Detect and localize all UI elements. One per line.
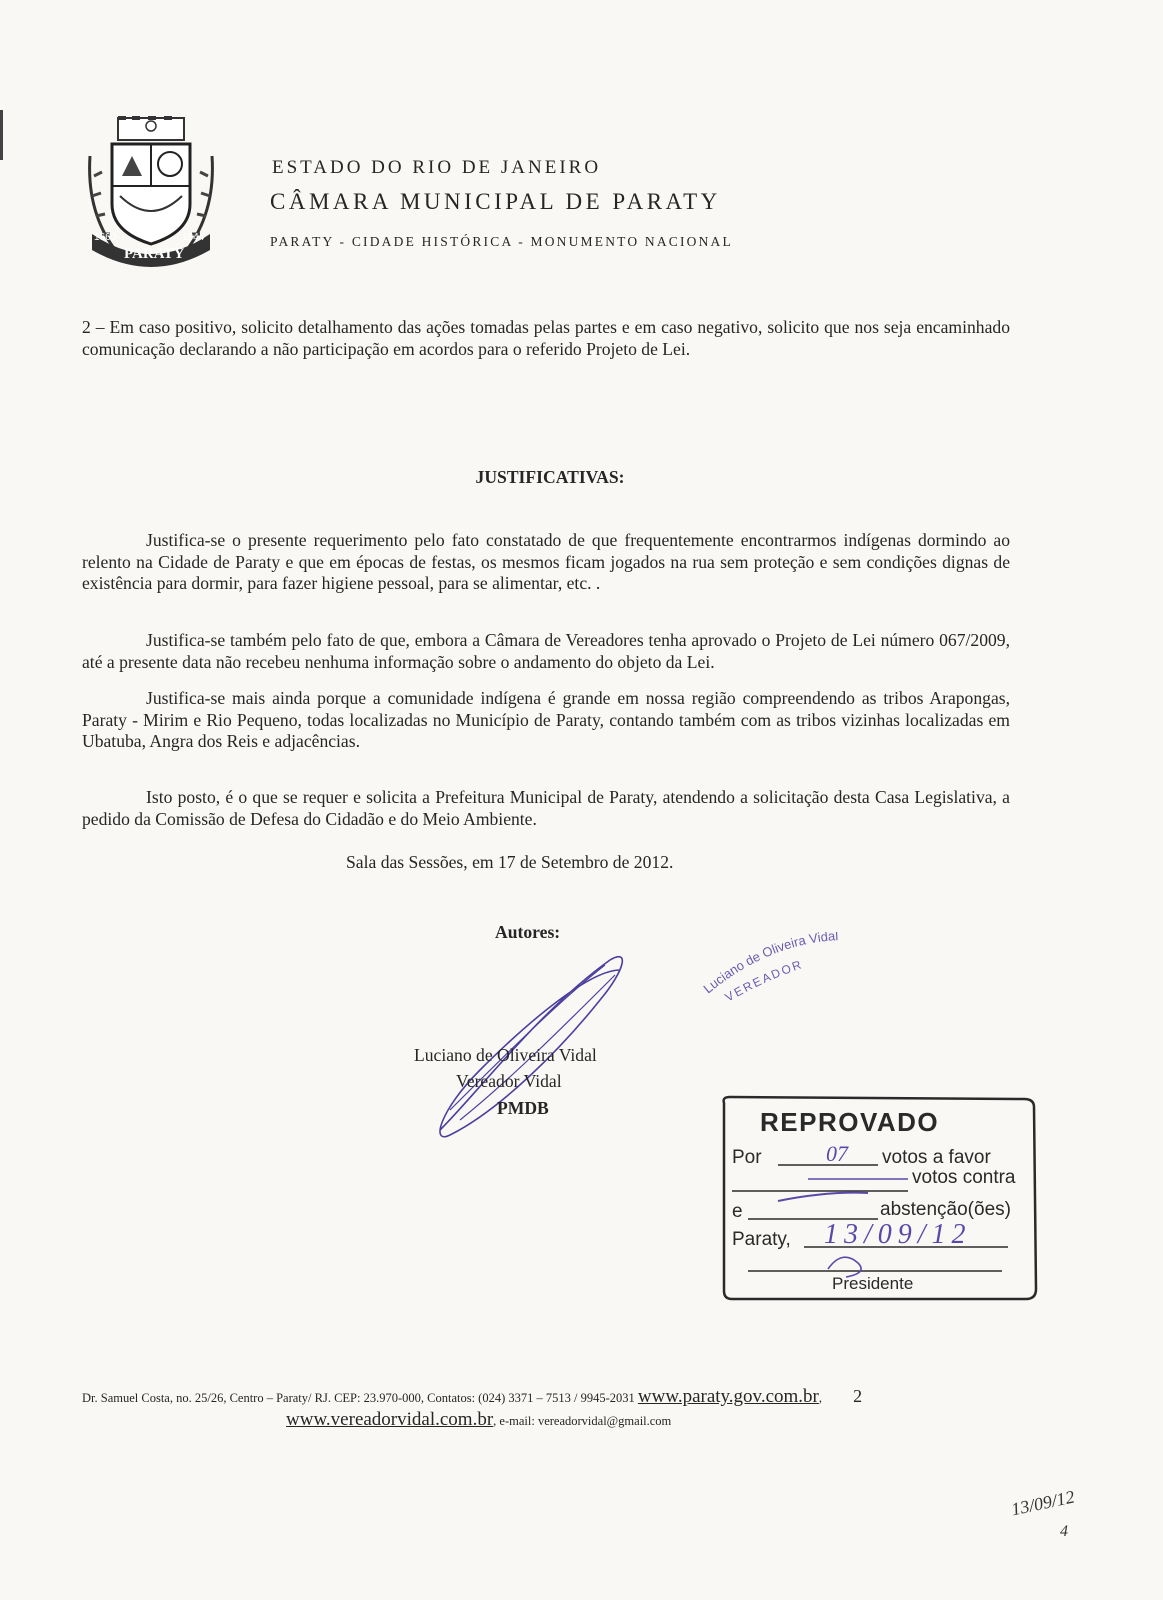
signer-role: Vereador Vidal: [456, 1071, 562, 1091]
votes-for-value: 07: [826, 1141, 848, 1166]
header-chamber: CÂMARA MUNICIPAL DE PARATY: [270, 189, 721, 214]
handwritten-note-date: 13/09/12: [1009, 1486, 1077, 1520]
signer-name: Luciano de Oliveira Vidal: [414, 1045, 597, 1065]
paraty-label: Paraty,: [732, 1229, 791, 1250]
page-number: 2: [853, 1386, 863, 1406]
item-2-paragraph: 2 – Em caso positivo, solicito detalhamento das ações tomadas pelas partes e em caso negativo, solicito que nos seja encaminhado comunicação declarando a não participação em acordos para o referido Projeto de Lei.: [82, 317, 1010, 359]
svg-text:Luciano de Oliveira Vidal: [700, 932, 838, 996]
justification-paragraph-2: Justifica-se também pelo fato de que, embora a Câmara de Vereadores tenha aprovado o Projeto de Lei número 067/2009, até a presente data não recebeu nenhuma informação sobre o andamento do objeto da Lei.: [82, 630, 1010, 672]
crest-banner-text: PARATY: [124, 246, 185, 262]
footer-email[interactable]: e-mail: vereadorvidal@gmail.com: [499, 1414, 672, 1428]
footer-address: Dr. Samuel Costa, no. 25/26, Centro – Paraty/ RJ. CEP: 23.970-000, Contatos: (024) 3371 – 7513 / 9945-2031: [82, 1391, 635, 1405]
municipal-crest-icon: [82, 116, 220, 274]
footer-line-1: Dr. Samuel Costa, no. 25/26, Centro – Paraty/ RJ. CEP: 23.970-000, Contatos: (024) 3371 – 7513 / 9945-2031 www.paraty.gov.com.br, 2: [82, 1386, 863, 1407]
justification-paragraph-4: Isto posto, é o que se requer e solicita a Prefeitura Municipal de Paraty, atendendo a solicitação desta Casa Legislativa, a pedido da Comissão de Defesa do Cidadão e do Meio Ambiente.: [82, 787, 1010, 829]
session-date: Sala das Sessões, em 17 de Setembro de 2012.: [346, 852, 674, 872]
crest-year-left: 1660: [94, 232, 117, 243]
scan-edge-mark: [0, 110, 3, 160]
signer-party: PMDB: [497, 1098, 549, 1118]
authors-label: Autores:: [495, 922, 561, 942]
votos-contra-label: votos contra: [912, 1167, 1016, 1188]
handwritten-note: [1008, 1478, 1100, 1542]
name-stamp-line2: VEREADOR: [722, 957, 805, 1004]
footer-website-1[interactable]: www.paraty.gov.com.br: [637, 1386, 819, 1407]
por-label: Por: [732, 1147, 762, 1168]
justification-paragraph-3: Justifica-se mais ainda porque a comunidade indígena é grande em nossa região compreendendo as tribos Arapongas, Paraty - Mirim e Rio Pequeno, todas localizadas no Município de Paraty, contando também com as tribos vizinhas localizadas em Ubatuba, Angra dos Reis e adjacências.: [82, 688, 1010, 751]
footer-website-2[interactable]: www.vereadorvidal.com.br: [286, 1409, 494, 1430]
vote-date-value: 13/09/12: [824, 1219, 972, 1250]
crest-year-right: 1844: [182, 232, 205, 243]
abstencoes-label: abstenção(ões): [880, 1199, 1011, 1220]
vote-result-stamp: [718, 1093, 1042, 1305]
header-state: ESTADO DO RIO DE JANEIRO: [272, 157, 602, 178]
header-subtitle: PARATY - CIDADE HISTÓRICA - MONUMENTO NACIONAL: [270, 234, 733, 249]
name-stamp-line1: Luciano de Oliveira Vidal: [700, 932, 839, 997]
handwritten-note-number: 4: [1060, 1523, 1068, 1540]
justificativas-heading: JUSTIFICATIVAS:: [475, 467, 625, 487]
footer-line-2: www.vereadorvidal.com.br, e-mail: vereadorvidal@gmail.com: [286, 1409, 672, 1430]
justification-paragraph-1: Justifica-se o presente requerimento pelo fato constatado de que frequentemente encontrarmos indígenas dormindo ao relento na Cidade de Paraty e que em épocas de festas, os mesmos ficam jogados na rua sem proteção e sem condições dignas de existência para dormir, para fazer higiene pessoal, para se alimentar, etc. .: [82, 530, 1010, 593]
vote-title: REPROVADO: [760, 1107, 940, 1137]
name-stamp: [700, 932, 850, 1004]
votos-favor-label: votos a favor: [882, 1147, 991, 1168]
e-label: e: [732, 1201, 743, 1222]
presidente-label: Presidente: [832, 1274, 914, 1293]
